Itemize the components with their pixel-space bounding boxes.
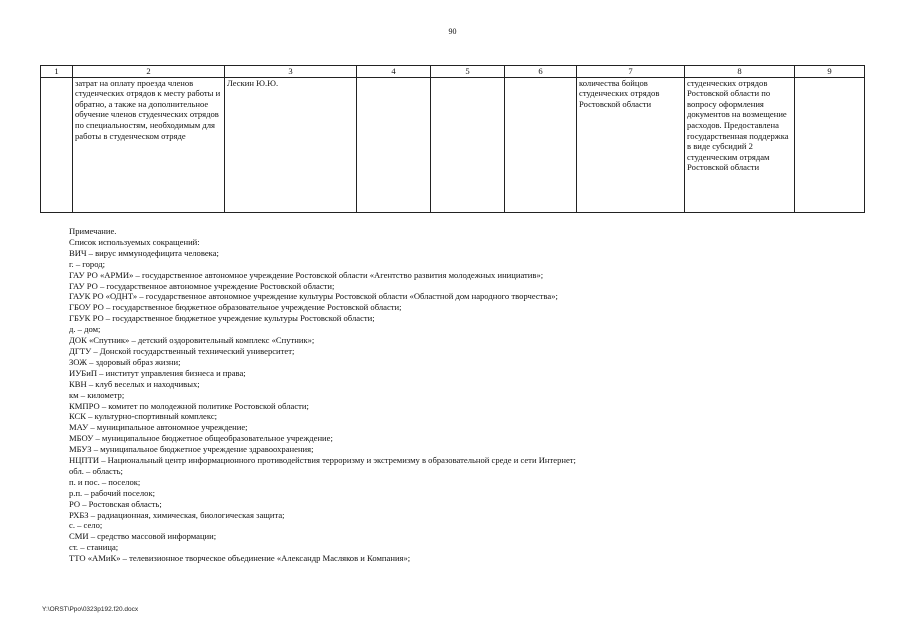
column-number-3: 3 bbox=[225, 66, 357, 78]
abbreviation-item: ТТО «АМиК» – телевизионное творческое объединение «Александр Масляков и Компания»; bbox=[69, 553, 411, 564]
abbreviation-item: ГБОУ РО – государственное бюджетное образовательное учреждение Ростовской области; bbox=[69, 302, 402, 313]
abbreviation-item: ГАУ РО «АРМИ» – государственное автономное учреждение Ростовской области «Агентство развития молодежных инициатив»; bbox=[69, 269, 544, 280]
abbreviation-item: МБОУ – муниципальное бюджетное общеобразовательное учреждение; bbox=[69, 433, 333, 444]
cell-expense-description: затрат на оплату проезда членов студенческих отрядов к месту работы и обратно, а также на дополнительное обучение членов студенческих отрядов по специальностям, необходимым для работы в студенческом отряде bbox=[73, 77, 225, 212]
abbreviation-item: ИУБиП – институт управления бизнеса и права; bbox=[69, 367, 246, 378]
abbreviation-item: ГАУК РО «ОДНТ» – государственное автономное учреждение культуры Ростовской области «Областной дом народного творчества»; bbox=[69, 291, 558, 302]
column-number-2: 2 bbox=[73, 66, 225, 78]
cell-responsible-person: Лескин Ю.Ю. bbox=[225, 77, 357, 212]
column-number-5: 5 bbox=[431, 66, 505, 78]
abbreviation-item: ГБУК РО – государственное бюджетное учреждение культуры Ростовской области; bbox=[69, 313, 375, 324]
abbreviation-item: РХБЗ – радиационная, химическая, биологическая защита; bbox=[69, 509, 285, 520]
table-row bbox=[41, 77, 865, 212]
column-number-7: 7 bbox=[577, 66, 685, 78]
cell-col5 bbox=[431, 77, 505, 212]
column-number-1: 1 bbox=[41, 66, 73, 78]
abbreviations-heading: Список используемых сокращений: bbox=[69, 236, 200, 247]
column-number-6: 6 bbox=[505, 66, 577, 78]
column-number-8: 8 bbox=[685, 66, 795, 78]
cell-col4 bbox=[357, 77, 431, 212]
abbreviation-item: км – километр; bbox=[69, 389, 125, 400]
abbreviation-item: КВН – клуб веселых и находчивых; bbox=[69, 378, 200, 389]
abbreviations-list bbox=[69, 248, 889, 564]
abbreviation-item: ЗОЖ – здоровый образ жизни; bbox=[69, 356, 181, 367]
abbreviation-item: ВИЧ – вирус иммунодефицита человека; bbox=[69, 247, 219, 258]
abbreviation-item: ГАУ РО – государственное автономное учреждение Ростовской области; bbox=[69, 280, 335, 291]
abbreviation-item: р.п. – рабочий поселок; bbox=[69, 487, 156, 498]
abbreviation-item: п. и пос. – поселок; bbox=[69, 476, 141, 487]
table-header-row bbox=[41, 66, 865, 78]
abbreviation-item: обл. – область; bbox=[69, 465, 123, 476]
abbreviation-item: ДОК «Спутник» – детский оздоровительный комплекс «Спутник»; bbox=[69, 335, 315, 346]
cell-col9 bbox=[795, 77, 865, 212]
column-number-4: 4 bbox=[357, 66, 431, 78]
cell-col6 bbox=[505, 77, 577, 212]
abbreviation-item: СМИ – средство массовой информации; bbox=[69, 531, 217, 542]
notes-section bbox=[69, 226, 889, 564]
abbreviation-item: с. – село; bbox=[69, 520, 103, 531]
abbreviation-item: МАУ – муниципальное автономное учреждение; bbox=[69, 422, 248, 433]
abbreviation-item: МБУЗ – муниципальное бюджетное учреждение здравоохранения; bbox=[69, 444, 314, 455]
abbreviation-item: КМПРО – комитет по молодежной политике Ростовской области; bbox=[69, 400, 309, 411]
cell-result: студенческих отрядов Ростовской области по вопросу оформления документов на возмещение расходов. Предоставлена государственная поддержка в виде субсидий 2 студенческим отрядам Ростовской области bbox=[685, 77, 795, 212]
document-file-path: Y:\ORST\Ppo\0323p192.f20.docx bbox=[42, 606, 139, 613]
abbreviation-item: ст. – станица; bbox=[69, 542, 119, 553]
page-number: 90 bbox=[448, 27, 457, 36]
abbreviation-item: РО – Ростовская область; bbox=[69, 498, 162, 509]
cell-indicator: количества бойцов студенческих отрядов Ростовской области bbox=[577, 77, 685, 212]
activity-table bbox=[40, 65, 865, 213]
abbreviation-item: г. – город; bbox=[69, 258, 106, 269]
abbreviation-item: НЦПТИ – Национальный центр информационного противодействия терроризму и экстремизму в образовательной среде и сети Интернет; bbox=[69, 455, 576, 466]
abbreviation-item: КСК – культурно-спортивный комплекс; bbox=[69, 411, 218, 422]
notes-title: Примечание. bbox=[69, 226, 117, 236]
column-number-9: 9 bbox=[795, 66, 865, 78]
abbreviation-item: ДГТУ – Донской государственный технический университет; bbox=[69, 345, 295, 356]
cell-col1 bbox=[41, 77, 73, 212]
abbreviation-item: д. – дом; bbox=[69, 324, 101, 335]
